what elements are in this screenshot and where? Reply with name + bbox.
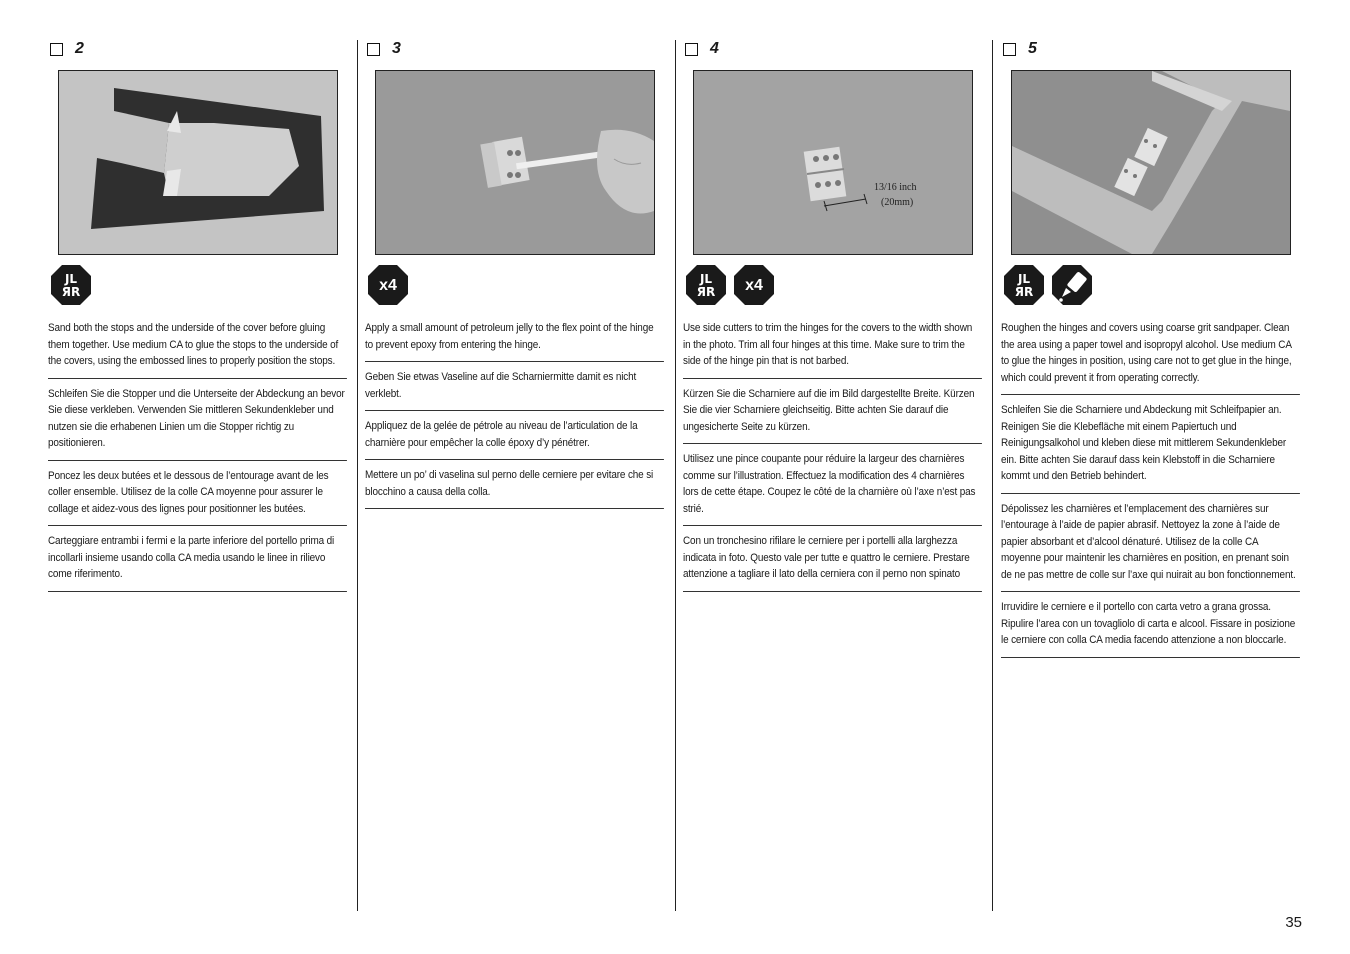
step-4-icons xyxy=(685,264,775,306)
step-4-photo xyxy=(693,70,973,255)
step-5-text-it: Irruvidire le cerniere e il portello con carta vetro a grana grossa. Ripulire l’area con un tovagliolo di carta e alcool. Fissare in posizione le cerniere con colla CA media facendo attenzione a non bloccarle. xyxy=(1001,599,1300,658)
step-5-text-de: Schleifen Sie die Scharniere und Abdeckung mit Schleifpapier an. Reinigen Sie die Klebefläche mit einem Papiertuch und Reinigungsalkohol und kleben diese mit mittlerem Sekundenkleber ein. Bitte achten Sie darauf dass kein Klebstoff in die Scharniere kommt und den Betrieb behindert. xyxy=(1001,402,1300,494)
step-2-text-it: Carteggiare entrambi i fermi e la parte inferiore del portello prima di incollarli insieme usando colla CA media usando le linee in rilievo come riferimento. xyxy=(48,533,347,592)
step-2-icons xyxy=(50,264,92,306)
step-3-text-fr: Appliquez de la gelée de pétrole au niveau de l’articulation de la charnière pour empêcher la colle époxy d’y pénétrer. xyxy=(365,418,664,460)
svg-text:JL: JL xyxy=(699,272,713,286)
step-4-photo-label-2: (20mm) xyxy=(881,197,914,208)
step-2-header xyxy=(48,38,348,60)
step-4-checkbox[interactable] xyxy=(685,43,698,56)
column-divider xyxy=(675,40,676,911)
step-4-text-fr: Utilisez une pince coupante pour réduire la largeur des charnières comme sur l’illustration. Effectuez la modification des 4 charnières lors de cette étape. Coupez le côté de la charnière où l’axe n’est pas strié. xyxy=(683,451,982,526)
svg-text:ЯR: ЯR xyxy=(1014,285,1034,299)
step-2-text-de: Schleifen Sie die Stopper und die Unterseite der Abdeckung an bevor Sie diese verkleben. Verwenden Sie mittleren Sekundenkleber und nutzen sie die erhabenen Linien um die Stopper richtig zu positionieren. xyxy=(48,386,347,461)
step-3-photo xyxy=(375,70,655,255)
page-number: 35 xyxy=(1285,914,1302,931)
svg-text:ЯR: ЯR xyxy=(696,285,716,299)
step-4-text-de: Kürzen Sie die Scharniere auf die im Bild dargestellte Breite. Kürzen Sie die vier Scharniere gleichseitig. Bitte achten Sie darauf die ungesicherte Seite zu kürzen. xyxy=(683,386,982,445)
step-2-column xyxy=(48,38,348,580)
step-4-column xyxy=(683,38,983,580)
step-5-icons xyxy=(1003,264,1093,306)
step-2-text xyxy=(48,320,348,599)
step-3-checkbox[interactable] xyxy=(367,43,380,56)
step-3-number: 3 xyxy=(392,40,401,57)
step-3-icons xyxy=(367,264,409,306)
sand-icon xyxy=(50,264,92,306)
step-3-column xyxy=(365,38,665,498)
step-2-checkbox[interactable] xyxy=(50,43,63,56)
step-3-header xyxy=(365,38,665,60)
sand-icon xyxy=(1003,264,1045,306)
step-4-number: 4 xyxy=(710,40,719,57)
step-5-column xyxy=(1001,38,1301,646)
step-5-photo xyxy=(1011,70,1291,255)
step-2-photo xyxy=(58,70,338,255)
step-3-text-it: Mettere un po’ di vaselina sul perno delle cerniere per evitare che si blocchino a causa della colla. xyxy=(365,467,664,509)
column-divider xyxy=(357,40,358,911)
step-4-x4-text: x4 xyxy=(745,277,763,294)
x4-quantity-icon xyxy=(733,264,775,306)
svg-text:JL: JL xyxy=(1017,272,1031,286)
step-4-text-en: Use side cutters to trim the hinges for the covers to the width shown in the photo. Trim all four hinges at this time. Make sure to trim the side of the hinge pin that is not barbed. xyxy=(683,320,982,379)
glue-bottle-icon xyxy=(1051,264,1093,306)
step-5-text-fr: Dépolissez les charnières et l’emplacement des charnières sur l’entourage à l’aide de papier abrasif. Nettoyez la zone à l’aide de papier absorbant et d’alcool dénaturé. Utilisez de la colle CA moyenne pour maintenir les charnières en position, en prenant soin de ne pas mettre de colle sur l’axe qui nuirait au bon fonctionnement. xyxy=(1001,501,1300,593)
step-5-checkbox[interactable] xyxy=(1003,43,1016,56)
step-4-text-it: Con un tronchesino rifilare le cerniere per i portelli alla larghezza indicata in foto. Questo vale per tutte e quattro le cerniere. Prestare attenzione a tagliare il lato della cerniera con il perno non spinato xyxy=(683,533,982,592)
column-divider xyxy=(992,40,993,911)
step-3-text-en: Apply a small amount of petroleum jelly to the flex point of the hinge to prevent epoxy from entering the hinge. xyxy=(365,320,664,362)
step-5-header xyxy=(1001,38,1301,60)
step-5-number: 5 xyxy=(1028,40,1037,57)
step-5-text-en: Roughen the hinges and covers using coarse grit sandpaper. Clean the area using a paper towel and isopropyl alcohol. Use medium CA to glue the hinges in position, using care not to get glue in the hinge, which could prevent it from operating correctly. xyxy=(1001,320,1300,395)
step-4-header xyxy=(683,38,983,60)
svg-text:JL: JL xyxy=(64,272,78,286)
step-2-text-fr: Poncez les deux butées et le dessous de l’entourage avant de les coller ensemble. Utilisez de la colle CA moyenne pour assurer le collage et aidez-vous des lignes pour positionner les butées. xyxy=(48,468,347,527)
svg-text:ЯR: ЯR xyxy=(61,285,81,299)
step-3-text-de: Geben Sie etwas Vaseline auf die Scharniermitte damit es nicht verklebt. xyxy=(365,369,664,411)
step-3-text xyxy=(365,320,665,516)
step-3-x4-text: x4 xyxy=(379,277,397,294)
sand-icon xyxy=(685,264,727,306)
step-4-text xyxy=(683,320,983,599)
step-2-text-en: Sand both the stops and the underside of the cover before gluing them together. Use medium CA to glue the stops to the underside of the covers, using the embossed lines to properly position the stops. xyxy=(48,320,347,379)
x4-quantity-icon xyxy=(367,264,409,306)
step-4-photo-label-1: 13/16 inch xyxy=(874,182,917,193)
step-5-text xyxy=(1001,320,1301,665)
step-2-number: 2 xyxy=(75,40,84,57)
